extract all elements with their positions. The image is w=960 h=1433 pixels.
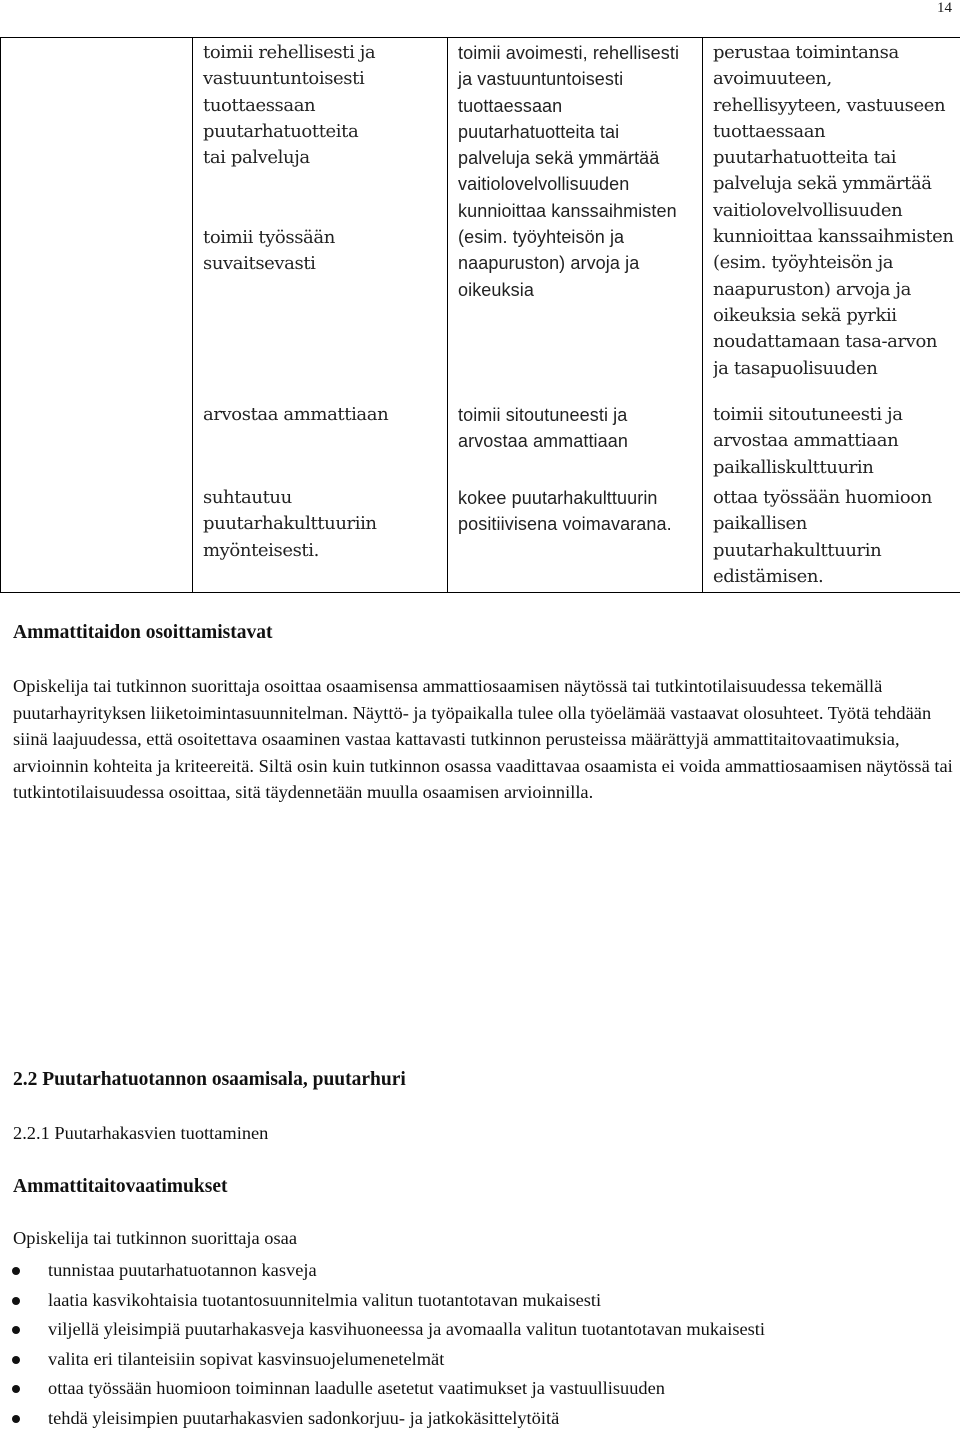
bullet-icon [12, 1385, 20, 1393]
criteria-column-excellent [703, 38, 960, 593]
criterion-text: perustaa toimintansa avoimuuteen, rehellisyyteen, vastuuseen tuottaessaan puutarhatuotteita tai palveluja sekä ymmärtää vaitiolovelvollisuuden kunnioittaa kanssaihmisten (esim. työyhteisön ja naapuruston) arvoja ja oikeuksia sekä pyrkii noudattamaan tasa-arvon ja tasapuolisuuden [713, 42, 954, 379]
page-number: 14 [937, 0, 952, 16]
list-item [0, 1315, 765, 1345]
criterion-text: toimii työssään suvaitsevasti [203, 227, 335, 275]
criterion-text: toimii rehellisesti ja vastuuntuntoisesti tuottaessaan puutarhatuotteita tai palveluja [203, 42, 376, 169]
list-item [0, 1286, 765, 1316]
bullet-icon [12, 1356, 20, 1364]
list-item-text: ottaa työssään huomioon toiminnan laadulle asetetut vaatimukset ja vastuullisuuden [48, 1378, 665, 1398]
list-item [0, 1404, 765, 1433]
list-item [0, 1256, 765, 1286]
criterion-text: ottaa työssään huomioon paikallisen puutarhakulttuurin edistämisen. [713, 487, 932, 587]
criterion-text: arvostaa ammattiaan [203, 404, 389, 425]
bullet-icon [12, 1415, 20, 1423]
assessment-criteria-table [0, 37, 960, 593]
bullet-icon [12, 1267, 20, 1275]
criterion-text: toimii sitoutuneesti ja arvostaa ammattiaan [458, 405, 628, 452]
subsection-heading: 2.2.1 Puutarhakasvien tuottaminen [13, 1123, 269, 1143]
list-item [0, 1374, 765, 1404]
list-item-text: viljellä yleisimpiä puutarhakasveja kasvihuoneessa ja avomaalla valitun tuotantotavan mukaisesti [48, 1319, 766, 1339]
criterion-clip [713, 40, 956, 396]
list-item-text: tunnistaa puutarhatuotannon kasveja [48, 1260, 317, 1280]
demonstration-heading: Ammattitaidon osoittamistavat [13, 622, 273, 643]
list-item-text: tehdä yleisimpien puutarhakasvien sadonkorjuu- ja jatkokäsittelytöitä [48, 1407, 560, 1428]
criterion-text: toimii sitoutuneesti ja arvostaa ammattiaan paikalliskulttuurin [713, 404, 903, 478]
requirements-list [0, 1256, 765, 1433]
list-item-text: valita eri tilanteisiin sopivat kasvinsuojelumenetelmät [48, 1348, 445, 1369]
bullet-icon [12, 1326, 20, 1334]
criterion-text: suhtautuu puutarhakulttuuriin myönteisesti. [203, 487, 377, 561]
criteria-column-good [448, 38, 703, 593]
list-item-text: laatia kasvikohtaisia tuotantosuunnitelmia valitun tuotantotavan mukaisesti [48, 1289, 602, 1310]
list-item [0, 1345, 765, 1375]
requirements-heading: Ammattitaitovaatimukset [13, 1176, 228, 1197]
criteria-column-satisfactory [193, 38, 448, 593]
empty-criteria-column [1, 38, 193, 593]
criterion-text: kokee puutarhakulttuurin positiivisena voimavarana. [458, 488, 672, 535]
criterion-text: toimii avoimesti, rehellisesti ja vastuuntuntoisesti tuottaessaan puutarhatuotteita tai palveluja sekä ymmärtää vaitiolovelvollisuuden kunnioittaa kanssaihmisten (esim. työyhteisön ja naapuruston) arvoja ja oikeuksia [458, 43, 680, 300]
section-heading: 2.2 Puutarhatuotannon osaamisala, puutarhuri [13, 1069, 406, 1090]
bullet-icon [12, 1297, 20, 1305]
requirements-intro: Opiskelija tai tutkinnon suorittaja osaa [13, 1228, 297, 1248]
demonstration-paragraph: Opiskelija tai tutkinnon suorittaja osoittaa osaamisensa ammattiosaamisen näytössä tai tutkintotilaisuudessa tekemällä puutarhayrityksen liiketoimintasuunnitelman. Näyttö- ja työpaikalla tulee olla työelämää vastaavat olosuhteet. Työtä tehdään siinä laajuudessa, että osoitettava osaaminen vastaa kattavasti tutkinnon perusteissa määrättyjä ammattitaitovaatimuksia, arvioinnin kohteita ja kriteereitä. Siltä osin kuin tutkinnon osassa vaadittavaa osaamista ei voida ammattiosaamisen näytössä tai tutkintotilaisuudessa osoittaa, sitä täydennetään muulla osaamisen arvioinnilla. [13, 676, 953, 802]
criterion-clip [713, 402, 956, 481]
